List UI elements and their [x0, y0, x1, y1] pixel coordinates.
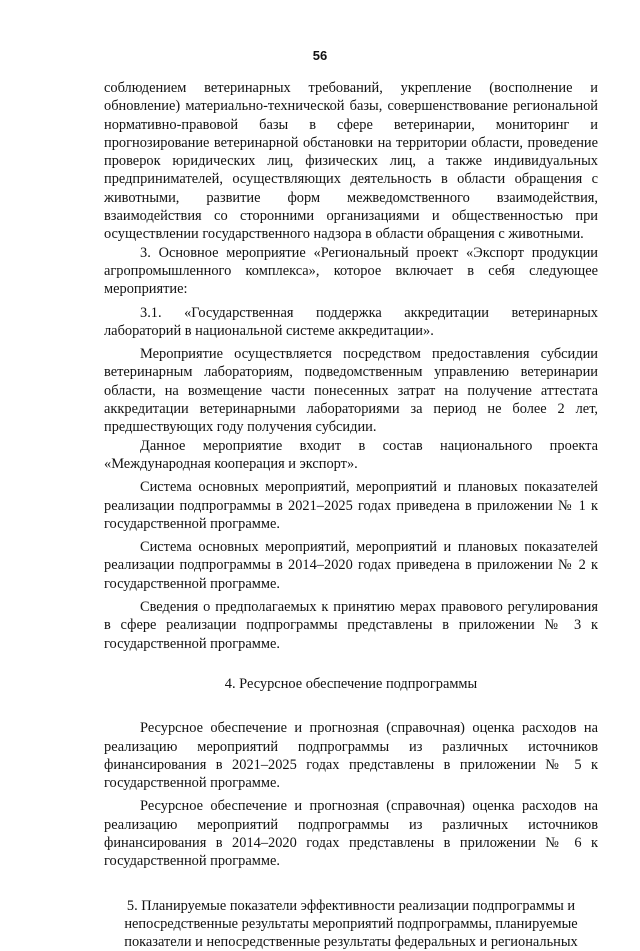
paragraph: Ресурсное обеспечение и прогнозная (справочная) оценка расходов на реализацию мероприятий подпрограммы из различных источников финансирования в 2014–2020 годах представлены в приложении № 6 к государственной программе.: [104, 798, 598, 870]
page-number: 56: [312, 48, 328, 63]
paragraph: Данное мероприятие входит в состав национального проекта «Международная кооперация и экспорт».: [104, 437, 598, 472]
paragraph: Ресурсное обеспечение и прогнозная (справочная) оценка расходов на реализацию мероприятий подпрограммы из различных источников финансирования в 2021–2025 годах представлены в приложении № 5 к государственной программе.: [104, 720, 598, 792]
paragraph: Система основных мероприятий, мероприятий и плановых показателей реализации подпрограммы в 2021–2025 годах приведена в приложении № 1 к государственной программе.: [104, 479, 598, 532]
section-heading: 4. Ресурсное обеспечение подпрограммы: [224, 675, 478, 692]
paragraph: 3.1. «Государственная поддержка аккредитации ветеринарных лабораторий в национальной системе аккредитации».: [104, 304, 598, 339]
section-heading: 5. Планируемые показатели эффективности реализации подпрограммы и непосредственные результаты мероприятий подпрограммы, планируемые показатели и непосредственные результаты федеральных и региональных: [124, 897, 578, 951]
paragraph: Мероприятие осуществляется посредством предоставления субсидии ветеринарным лабораториям, подведомственным управлению ветеринарии области, на возмещение части понесенных затрат на получение аттестата аккредитации ветеринарными лабораториями за период не более 2 лет, предшествующих году получения субсидии.: [104, 346, 598, 436]
paragraph: соблюдением ветеринарных требований, укрепление (восполнение и обновление) материально-технической базы, совершенствование региональной нормативно-правовой базы в сфере ветеринарии, мониторинг и прогнозирование ветеринарной обстановки на территории области, проведение проверок юридических лиц, физических лиц, а также индивидуальных предпринимателей, осуществляющих деятельность в области обращения с животными, развитие форм межведомственного взаимодействия, взаимодействия со сторонними организациями и общественностью при осуществлении государственного надзора в области обращения с животными.: [104, 80, 598, 243]
paragraph: Сведения о предполагаемых к принятию мерах правового регулирования в сфере реализации подпрограммы представлены в приложении № 3 к государственной программе.: [104, 599, 598, 652]
paragraph: Система основных мероприятий, мероприятий и плановых показателей реализации подпрограммы в 2014–2020 годах приведена в приложении № 2 к государственной программе.: [104, 539, 598, 592]
page-body: [104, 79, 598, 951]
paragraph: 3. Основное мероприятие «Региональный проект «Экспорт продукции агропромышленного комплекса», которое включает в себя следующее мероприятие:: [104, 244, 598, 298]
